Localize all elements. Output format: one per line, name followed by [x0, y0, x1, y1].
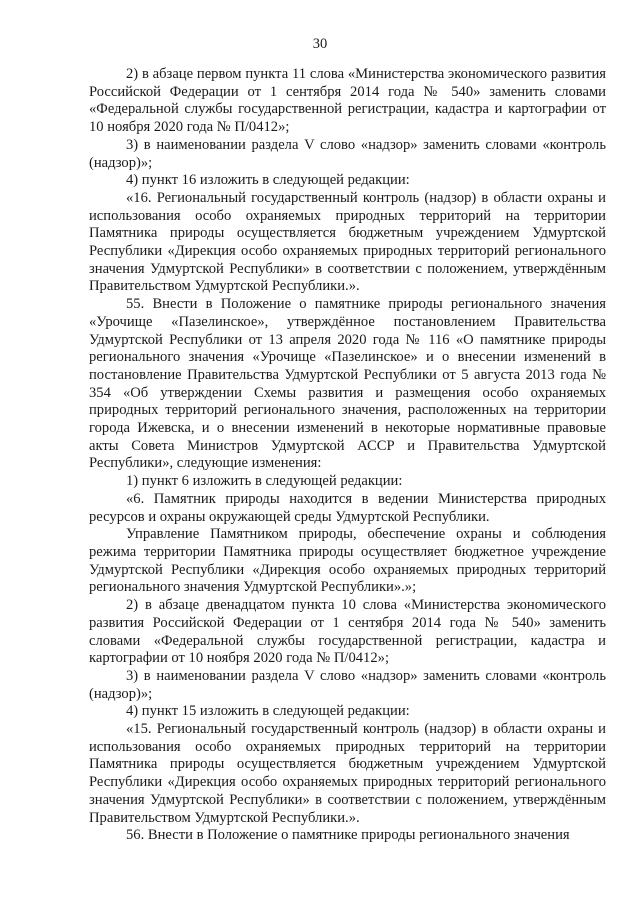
paragraph: 2) в абзаце двенадцатом пункта 10 слова «Министерства экономического развития Российской Федерации от 1 сентября 2014 года № 540» заменить словами «Федеральной службы государственной регистрации, кадастра и картографии от 10 ноября 2020 года № П/0412»; — [89, 597, 606, 667]
paragraph: Управление Памятником природы, обеспечение охраны и соблюдения режима территории Памятника природы осуществляет бюджетное учреждение Удмуртской Республики «Дирекция особо охраняемых природных территорий регионального значения Удмуртской Республики».»; — [89, 526, 606, 596]
paragraph: 55. Внести в Положение о памятнике природы регионального значения «Урочище «Пазелинское», утверждённое постановлением Правительства Удмуртской Республики от 13 апреля 2020 года № 116 «О памятнике природы регионального значения «Урочище «Пазелинское» и о внесении изменений в постановление Правительства Удмуртской Республики от 5 августа 2013 года № 354 «Об утверждении Схемы развития и размещения особо охраняемых природных территорий регионального значения, расположенных на территории города Ижевска, и о внесении изменений в некоторые нормативные правовые акты Совета Министров Удмуртской АССР и Правительства Удмуртской Республики», следующие изменения: — [89, 296, 606, 472]
paragraph: 4) пункт 16 изложить в следующей редакции: — [126, 172, 410, 189]
paragraph: 4) пункт 15 изложить в следующей редакции: — [126, 703, 410, 720]
page-number: 30 — [312, 36, 328, 52]
paragraph: 1) пункт 6 изложить в следующей редакции: — [126, 473, 403, 490]
paragraph: «15. Региональный государственный контроль (надзор) в области охраны и использования особо охраняемых природных территорий на территории Памятника природы осуществляется бюджетным учреждением Удмуртской Республики «Дирекция особо охраняемых природных территорий регионального значения Удмуртской Республики» в соответствии с положением, утверждённым Правительством Удмуртской Республики.». — [89, 721, 606, 826]
paragraph: 3) в наименовании раздела V слово «надзор» заменить словами «контроль (надзор)»; — [89, 667, 606, 702]
paragraph: 2) в абзаце первом пункта 11 слова «Министерства экономического развития Российской Федерации от 1 сентября 2014 года № 540» заменить словами «Федеральной службы государственной регистрации, кадастра и картографии от 10 ноября 2020 года № П/0412»; — [89, 66, 606, 136]
document-body — [89, 66, 606, 845]
paragraph: «6. Памятник природы находится в ведении Министерства природных ресурсов и охраны окружающей среды Удмуртской Республики. — [89, 490, 606, 525]
paragraph: 56. Внести в Положение о памятнике природы регионального значения — [126, 827, 570, 844]
paragraph: «16. Региональный государственный контроль (надзор) в области охраны и использования особо охраняемых природных территорий на территории Памятника природы осуществляется бюджетным учреждением Удмуртской Республики «Дирекция особо охраняемых природных территорий регионального значения Удмуртской Республики» в соответствии с положением, утверждённым Правительством Удмуртской Республики.». — [89, 189, 606, 295]
paragraph: 3) в наименовании раздела V слово «надзор» заменить словами «контроль (надзор)»; — [89, 136, 606, 171]
